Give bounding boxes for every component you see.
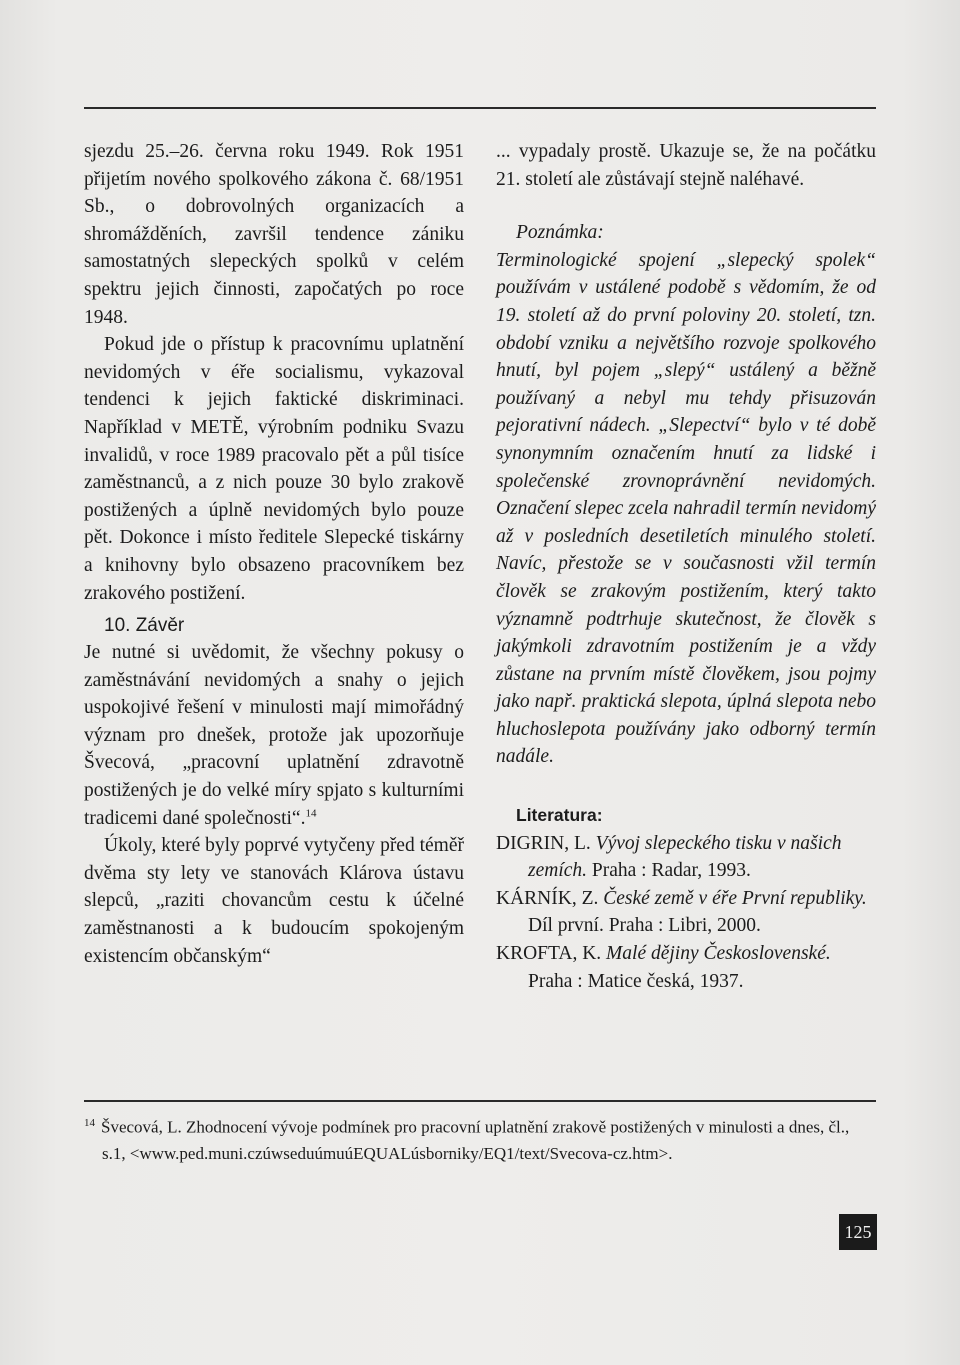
reference-author: DIGRIN, L. [496,832,596,854]
reference-item [496,885,876,940]
right-column [496,138,876,995]
reference-item [496,940,876,995]
reference-author: KROFTA, K. [496,943,607,965]
footnote-ref: 14 [305,807,317,820]
reference-publisher: Praha : Matice česká, 1937. [528,970,744,992]
page-number: 125 [839,1214,877,1250]
paragraph-socialism: Pokud jde o přístup k pracovnímu uplatnění nevidomých v éře socialismu, vykazoval tendenci k jejich faktické diskriminaci. Například v METĚ, výrobním podniku Svazu invalidů, v roce 1989 pracovalo pět a půl tisíce zaměstnanců, a z nich pouze 30 bylo zrakově postižených a úplně nevidomých bylo pouze pět. Dokonce i místo ředitele Slepecké tiskárny a knihovny bylo obsazeno pracovníkem bez zrakového postižení. [84,334,464,604]
reference-title: České země v éře První republiky. [603,887,867,909]
reference-item [496,830,876,885]
reference-list [496,830,876,996]
paragraph-continuation: ... vypadaly prostě. Ukazuje se, že na počátku 21. století ale zůstávají stejně naléhavé. [496,141,876,190]
reference-title: Vývoj slepeckého tisku v našich zemích. [528,832,842,882]
footnote-number: 14 [84,1117,95,1129]
footnote [84,1110,874,1167]
reference-author: KÁRNÍK, Z. [496,887,604,909]
left-column [84,138,464,970]
note-label: Poznámka: [516,222,604,244]
footnote-rule [84,1100,876,1102]
reference-title: Malé dějiny Československé. [606,943,831,965]
section-heading: 10. Závěr [104,615,185,637]
paragraph-conclusion-text: Je nutné si uvědomit, že všechny pokusy o zaměstnávání nevidomých a snahy o jejich uspokojivé řešení v minulosti mají mimořádný význam pro dnešek, protože jak upozorňuje Švecová, „pracovní uplatnění zdravotně postižených je do velké míry spjato s kulturními tradicemi dané společnosti“. [84,642,464,829]
paragraph-intro: sjezdu 25.–26. června roku 1949. Rok 1951 přijetím nového spolkového zákona č. 68/1951 Sb., o dobrovolných organizacích a shromážděních, završil tendence zániku samostatných slepeckých spolků v celém spektru jejich činnosti, započatých po roce 1948. [84,141,464,328]
top-rule [84,107,876,109]
literature-title: Literatura: [516,805,603,826]
paragraph-tasks: Úkoly, které byly poprvé vytyčeny před téměř dvěma sty lety ve stanovách Klárova ústavu slepců, „raziti chovancům cestu k účelné zaměstnanosti a k budoucím spokojeným existencím občanským“ [84,835,464,967]
reference-publisher: Díl první. Praha : Libri, 2000. [528,915,761,937]
footnote-text: Švecová, L. Zhodnocení vývoje podmínek pro pracovní uplatnění zrakově postižených v minulosti a dnes, čl., s.1, <www.ped.muni.czúwseduúmuúEQUALúsborniky/EQ1/text/Svecova-cz.htm>. [101,1117,850,1163]
reference-publisher: Praha : Radar, 1993. [587,860,751,882]
paragraph-conclusion [84,639,464,832]
note-text: Terminologické spojení „slepecký spolek“ používám v ustálené podobě s vědomím, že od 19. století až do první poloviny 20. století, tzn. období vzniku a největšího rozvoje spolkového hnutí, byl pojem „slepý“ ustálený a běžně používaný a nebyl mu tehdy přisuzován pejorativní nádech. „Slepectví“ bylo v té době synonymním označením hnutí za lidské i společenské zrovnoprávnění nevidomých. Označení slepec zcela nahradil termín nevidomý až v posledních desetiletích minulého století. Navíc, přestože se v současnosti vžil termín člověk se zrakovým postižením, který takto významně podtrhuje skutečnost, že člověk s jakýmkoli zdravotním postižením je a vždy zůstane na prvním místě člověkem, jsou pojmy jako např. praktická slepota, úplná slepota nebo hluchoslepota používány jako odborný termín nadále. [496,249,876,768]
